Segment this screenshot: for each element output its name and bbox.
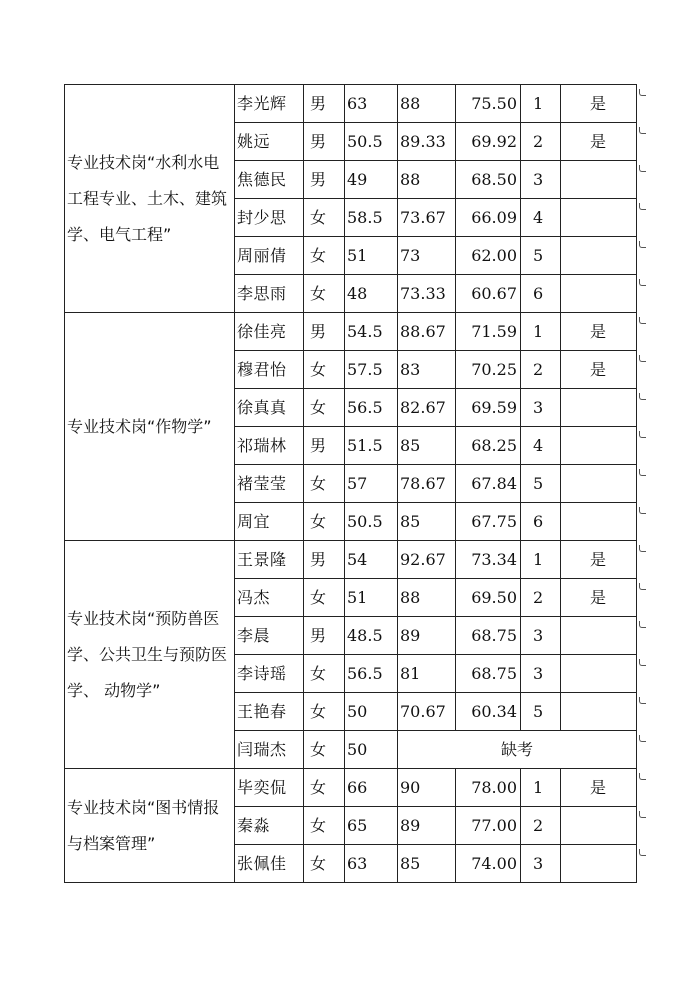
rank-cell: 1 (521, 313, 561, 351)
paragraph-mark-icon (639, 849, 646, 856)
gender-cell: 女 (304, 769, 345, 807)
gender-cell: 女 (304, 579, 345, 617)
paragraph-mark-icon (639, 431, 646, 438)
selected-cell: 是 (561, 579, 637, 617)
interview-score-cell: 85 (398, 427, 456, 465)
interview-score-cell: 88 (398, 161, 456, 199)
rank-cell: 1 (521, 85, 561, 123)
rank-cell: 4 (521, 199, 561, 237)
total-score-cell: 74.00 (456, 845, 521, 883)
gender-cell: 女 (304, 237, 345, 275)
paragraph-mark-icon (639, 659, 646, 666)
absent-cell: 缺考 (398, 731, 637, 769)
paragraph-mark-icon (639, 811, 646, 818)
written-score-cell: 57.5 (345, 351, 398, 389)
selected-cell (561, 503, 637, 541)
name-cell: 周宜 (235, 503, 304, 541)
interview-score-cell: 88 (398, 85, 456, 123)
written-score-cell: 49 (345, 161, 398, 199)
total-score-cell: 69.59 (456, 389, 521, 427)
name-cell: 王艳春 (235, 693, 304, 731)
written-score-cell: 50.5 (345, 503, 398, 541)
interview-score-cell: 73 (398, 237, 456, 275)
name-cell: 冯杰 (235, 579, 304, 617)
rank-cell: 5 (521, 693, 561, 731)
paragraph-mark-icon (639, 697, 646, 704)
paragraph-mark-icon (639, 469, 646, 476)
interview-score-cell: 92.67 (398, 541, 456, 579)
rank-cell: 2 (521, 579, 561, 617)
rank-cell: 5 (521, 465, 561, 503)
written-score-cell: 50 (345, 693, 398, 731)
rank-cell: 2 (521, 351, 561, 389)
interview-score-cell: 89 (398, 617, 456, 655)
gender-cell: 男 (304, 123, 345, 161)
paragraph-mark-icon (639, 89, 646, 96)
selected-cell (561, 617, 637, 655)
selected-cell (561, 275, 637, 313)
total-score-cell: 75.50 (456, 85, 521, 123)
table-row (65, 313, 637, 351)
gender-cell: 男 (304, 541, 345, 579)
paragraph-mark-icon (639, 355, 646, 362)
gender-cell: 女 (304, 465, 345, 503)
total-score-cell: 68.75 (456, 617, 521, 655)
total-score-cell: 67.84 (456, 465, 521, 503)
rank-cell: 3 (521, 655, 561, 693)
written-score-cell: 63 (345, 85, 398, 123)
total-score-cell: 60.34 (456, 693, 521, 731)
paragraph-mark-icon (639, 621, 646, 628)
total-score-cell: 66.09 (456, 199, 521, 237)
selected-cell (561, 237, 637, 275)
name-cell: 徐佳亮 (235, 313, 304, 351)
interview-score-cell: 82.67 (398, 389, 456, 427)
rank-cell: 2 (521, 123, 561, 161)
name-cell: 周丽倩 (235, 237, 304, 275)
gender-cell: 女 (304, 655, 345, 693)
gender-cell: 女 (304, 807, 345, 845)
table-row (65, 769, 637, 807)
written-score-cell: 51 (345, 237, 398, 275)
post-cell: 专业技术岗“图书情报与档案管理” (65, 769, 235, 883)
rank-cell: 1 (521, 769, 561, 807)
interview-score-cell: 88 (398, 579, 456, 617)
gender-cell: 男 (304, 313, 345, 351)
name-cell: 李晨 (235, 617, 304, 655)
paragraph-mark-icon (639, 393, 646, 400)
paragraph-mark-icon (639, 203, 646, 210)
selected-cell: 是 (561, 85, 637, 123)
gender-cell: 女 (304, 693, 345, 731)
rank-cell: 1 (521, 541, 561, 579)
written-score-cell: 56.5 (345, 655, 398, 693)
name-cell: 封少思 (235, 199, 304, 237)
written-score-cell: 48 (345, 275, 398, 313)
selected-cell: 是 (561, 123, 637, 161)
total-score-cell: 70.25 (456, 351, 521, 389)
selected-cell: 是 (561, 769, 637, 807)
rank-cell: 6 (521, 275, 561, 313)
interview-score-cell: 73.67 (398, 199, 456, 237)
total-score-cell: 60.67 (456, 275, 521, 313)
selected-cell: 是 (561, 541, 637, 579)
gender-cell: 男 (304, 85, 345, 123)
written-score-cell: 66 (345, 769, 398, 807)
interview-score-cell: 85 (398, 503, 456, 541)
post-cell: 专业技术岗“预防兽医学、公共卫生与预防医学、 动物学” (65, 541, 235, 769)
gender-cell: 女 (304, 275, 345, 313)
paragraph-mark-icon (639, 279, 646, 286)
name-cell: 李诗瑶 (235, 655, 304, 693)
selected-cell (561, 389, 637, 427)
selected-cell: 是 (561, 351, 637, 389)
written-score-cell: 58.5 (345, 199, 398, 237)
name-cell: 褚莹莹 (235, 465, 304, 503)
total-score-cell: 62.00 (456, 237, 521, 275)
name-cell: 毕奕侃 (235, 769, 304, 807)
name-cell: 穆君怡 (235, 351, 304, 389)
paragraph-mark-icon (639, 545, 646, 552)
gender-cell: 男 (304, 427, 345, 465)
total-score-cell: 78.00 (456, 769, 521, 807)
written-score-cell: 54.5 (345, 313, 398, 351)
rank-cell: 5 (521, 237, 561, 275)
rank-cell: 6 (521, 503, 561, 541)
name-cell: 焦德民 (235, 161, 304, 199)
selected-cell (561, 199, 637, 237)
written-score-cell: 57 (345, 465, 398, 503)
interview-score-cell: 89.33 (398, 123, 456, 161)
total-score-cell: 68.50 (456, 161, 521, 199)
table-row (65, 541, 637, 579)
rank-cell: 3 (521, 845, 561, 883)
paragraph-mark-icon (639, 507, 646, 514)
total-score-cell: 77.00 (456, 807, 521, 845)
rank-cell: 4 (521, 427, 561, 465)
written-score-cell: 65 (345, 807, 398, 845)
name-cell: 秦淼 (235, 807, 304, 845)
total-score-cell: 69.50 (456, 579, 521, 617)
selected-cell (561, 427, 637, 465)
name-cell: 祁瑞林 (235, 427, 304, 465)
written-score-cell: 51 (345, 579, 398, 617)
rank-cell: 3 (521, 161, 561, 199)
interview-score-cell: 90 (398, 769, 456, 807)
name-cell: 王景隆 (235, 541, 304, 579)
rank-cell: 2 (521, 807, 561, 845)
paragraph-mark-icon (639, 241, 646, 248)
name-cell: 张佩佳 (235, 845, 304, 883)
table-row (65, 85, 637, 123)
name-cell: 姚远 (235, 123, 304, 161)
interview-score-cell: 85 (398, 845, 456, 883)
rank-cell: 3 (521, 389, 561, 427)
gender-cell: 女 (304, 351, 345, 389)
total-score-cell: 71.59 (456, 313, 521, 351)
selected-cell (561, 465, 637, 503)
written-score-cell: 50 (345, 731, 398, 769)
post-cell: 专业技术岗“作物学” (65, 313, 235, 541)
name-cell: 徐真真 (235, 389, 304, 427)
written-score-cell: 50.5 (345, 123, 398, 161)
interview-score-cell: 81 (398, 655, 456, 693)
total-score-cell: 67.75 (456, 503, 521, 541)
post-cell: 专业技术岗“水利水电工程专业、土木、建筑学、电气工程” (65, 85, 235, 313)
gender-cell: 男 (304, 161, 345, 199)
gender-cell: 女 (304, 845, 345, 883)
paragraph-mark-icon (639, 165, 646, 172)
selected-cell (561, 807, 637, 845)
paragraph-mark-icon (639, 583, 646, 590)
interview-score-cell: 78.67 (398, 465, 456, 503)
paragraph-mark-icon (639, 127, 646, 134)
name-cell: 李光辉 (235, 85, 304, 123)
written-score-cell: 51.5 (345, 427, 398, 465)
paragraph-mark-icon (639, 317, 646, 324)
paragraph-mark-icon (639, 773, 646, 780)
selected-cell (561, 655, 637, 693)
selected-cell (561, 845, 637, 883)
total-score-cell: 68.25 (456, 427, 521, 465)
interview-score-cell: 88.67 (398, 313, 456, 351)
interview-score-cell: 89 (398, 807, 456, 845)
name-cell: 闫瑞杰 (235, 731, 304, 769)
selected-cell (561, 161, 637, 199)
written-score-cell: 54 (345, 541, 398, 579)
name-cell: 李思雨 (235, 275, 304, 313)
rank-cell: 3 (521, 617, 561, 655)
gender-cell: 女 (304, 503, 345, 541)
total-score-cell: 68.75 (456, 655, 521, 693)
paragraph-mark-icon (639, 735, 646, 742)
gender-cell: 女 (304, 731, 345, 769)
interview-score-cell: 70.67 (398, 693, 456, 731)
total-score-cell: 73.34 (456, 541, 521, 579)
selected-cell: 是 (561, 313, 637, 351)
interview-score-cell: 83 (398, 351, 456, 389)
selected-cell (561, 693, 637, 731)
gender-cell: 女 (304, 389, 345, 427)
interview-score-cell: 73.33 (398, 275, 456, 313)
written-score-cell: 63 (345, 845, 398, 883)
total-score-cell: 69.92 (456, 123, 521, 161)
written-score-cell: 48.5 (345, 617, 398, 655)
gender-cell: 男 (304, 617, 345, 655)
results-table (64, 84, 637, 883)
gender-cell: 女 (304, 199, 345, 237)
written-score-cell: 56.5 (345, 389, 398, 427)
